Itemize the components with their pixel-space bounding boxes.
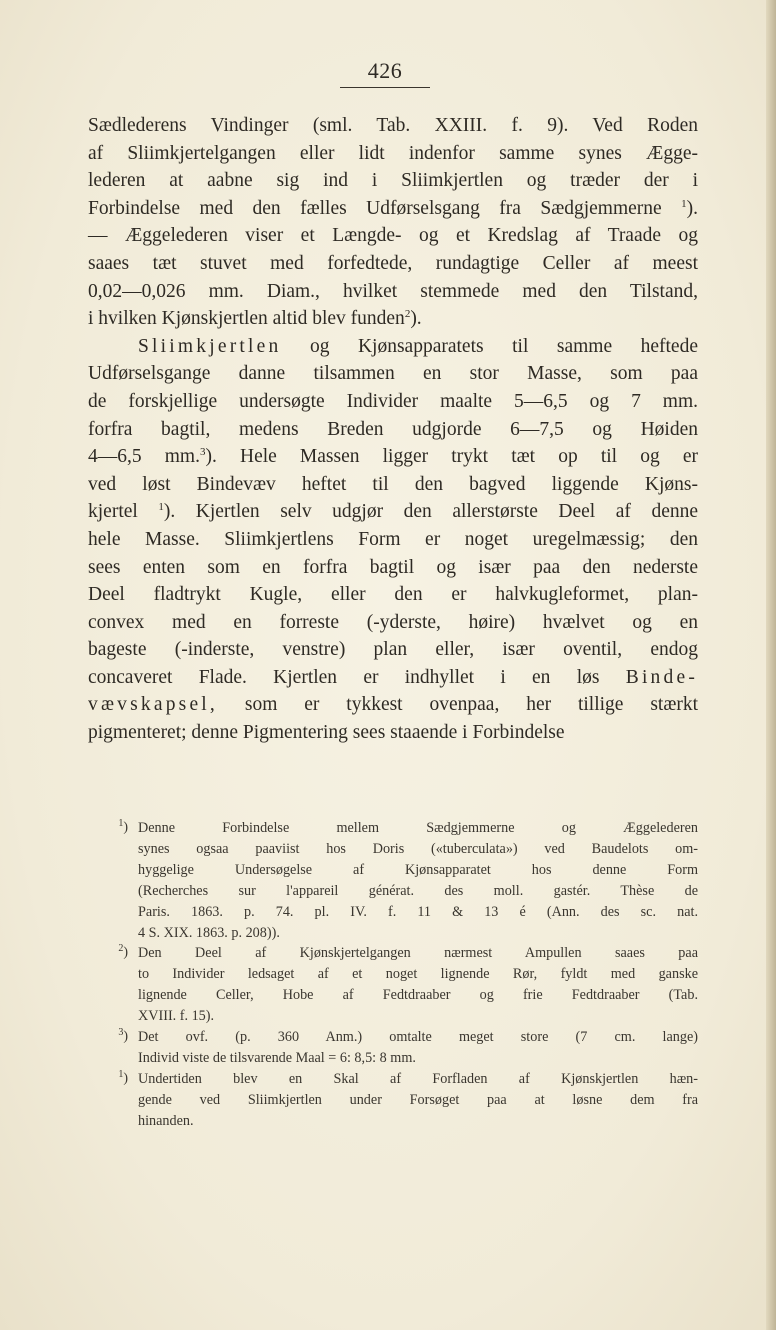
page-number: 426: [340, 58, 430, 88]
footnote-reference: 1: [681, 197, 687, 210]
body-line: sees enten som en forfra bagtil og især paa den nederste: [88, 556, 698, 578]
footnote-line: Det ovf. (p. 360 Anm.) omtalte meget store (7 cm. lange): [138, 1029, 698, 1046]
footnotes: [88, 818, 698, 1132]
footnote-line: lignende Celler, Hobe af Fedtdraaber og frie Fedtdraaber (Tab.: [138, 987, 698, 1004]
body-line-text: som er tykkest ovenpaa, her tillige stærkt: [244, 694, 699, 716]
body-text: [88, 112, 698, 747]
page-spine-edge: [766, 0, 776, 1330]
body-line: convex med en forreste (-yderste, høire) hvælvet og en: [88, 611, 698, 633]
body-line-text: 4—6,5 mm.: [88, 446, 200, 468]
body-line-text: og Kjønsapparatets til samme heftede: [309, 335, 698, 357]
footnote-line: Individ viste de tilsvarende Maal = 6: 8,5: 8 mm.: [138, 1049, 416, 1066]
footnote: [88, 943, 698, 1027]
footnote-mark-number: 1: [118, 1068, 124, 1080]
footnote: [88, 1069, 698, 1132]
footnote-line: hyggelige Undersøgelse af Kjønsapparatet hos denne Form: [138, 861, 698, 878]
footnote: [88, 1027, 698, 1069]
footnote-mark-number: 3: [118, 1027, 124, 1039]
body-line: [88, 691, 698, 719]
body-line: [88, 195, 698, 223]
body-line-text: i hvilken Kjønskjertlen altid blev funden: [88, 308, 405, 330]
footnote-line: Undertiden blev en Skal af Forfladen af Kjønskjertlen hæn-: [138, 1070, 698, 1087]
body-line: — Æggelederen viser et Længde- og et Kredslag af Traade og: [88, 225, 698, 247]
body-line: [88, 664, 698, 692]
body-line: saaes tæt stuvet med forfedtede, rundagtige Celler af meest: [88, 252, 698, 274]
footnote-line: to Individer ledsaget af et noget lignende Rør, fyldt med ganske: [138, 966, 698, 983]
footnote-reference: 1: [158, 501, 164, 514]
body-line-text: Kjertlen selv udgjør den allerstørste Deel af denne: [195, 501, 699, 523]
body-line: [88, 443, 698, 471]
body-line-text: kjertel: [88, 501, 138, 523]
footnote-mark: $^1$): [118, 1068, 128, 1086]
footnote-line: Denne Forbindelse mellem Sædgjemmerne og Æggelederen: [138, 820, 698, 836]
footnote: [88, 818, 698, 943]
body-line: Deel fladtrykt Kugle, eller den er halvkugleformet, plan-: [88, 584, 698, 606]
body-line: lederen at aabne sig ind i Sliimkjertlen og træder der i: [88, 170, 698, 192]
body-line-text: Forbindelse med den fælles Udførselsgang fra Sædgjemmerne: [88, 197, 662, 219]
footnote-line: 4 S. XIX. 1863. p. 208)).: [138, 924, 280, 941]
body-line: [88, 305, 698, 333]
body-line: hele Masse. Sliimkjertlens Form er noget uregelmæssig; den: [88, 528, 698, 550]
body-line-suffix: ).: [163, 501, 176, 523]
body-line: bageste (-inderste, venstre) plan eller, især oventil, endog: [88, 639, 698, 661]
emphasized-term: vævskapsel,: [88, 694, 218, 716]
footnote-line: synes ogsaa paaviist hos Doris («tuberculata») ved Baudelots om-: [138, 840, 698, 857]
body-line-text: Hele Massen ligger trykt tæt op til og er: [239, 446, 698, 468]
body-line: Udførselsgange danne tilsammen en stor Masse, som paa: [88, 363, 698, 385]
footnote-mark: $^1$): [118, 818, 128, 835]
footnote-mark-number: 2: [118, 943, 124, 955]
footnote-mark: $^2$): [118, 943, 128, 961]
body-line: [88, 333, 698, 361]
body-line-suffix: ).: [686, 197, 698, 219]
footnote-line: hinanden.: [138, 1112, 194, 1129]
emphasized-term: Binde-: [625, 666, 699, 688]
body-line: forfra bagtil, medens Breden udgjorde 6—7,5 og Høiden: [88, 418, 698, 440]
footnote-reference: 2: [404, 308, 411, 321]
body-line: pigmenteret; denne Pigmentering sees staaende i Forbindelse: [88, 722, 565, 744]
footnote-line: (Recherches sur l'appareil générat. des moll. gastér. Thèse de: [138, 882, 698, 899]
body-line: 0,02—0,026 mm. Diam., hvilket stemmede med den Tilstand,: [88, 280, 698, 302]
footnote-reference: 3: [199, 446, 206, 459]
footnote-line: Paris. 1863. p. 74. pl. IV. f. 11 & 13 é (Ann. des sc. nat.: [138, 903, 698, 920]
body-line-text: concaveret Flade. Kjertlen er indhyllet i en løs: [88, 666, 600, 688]
footnote-mark: $^3$): [118, 1027, 128, 1045]
body-line-suffix: ).: [410, 308, 422, 330]
footnote-line: gende ved Sliimkjertlen under Forsøget paa at løsne dem fra: [138, 1091, 698, 1108]
body-line-suffix: ).: [205, 446, 217, 468]
footnote-mark-number: 1: [118, 818, 124, 829]
footnote-line: Den Deel af Kjønskjertelgangen nærmest Ampullen saaes paa: [138, 945, 698, 962]
footnote-line: XVIII. f. 15).: [138, 1008, 215, 1025]
emphasized-term: Sliimkjertlen: [138, 335, 282, 357]
body-line: Sædlederens Vindinger (sml. Tab. XXIII. f. 9). Ved Roden: [88, 115, 698, 136]
body-line: de forskjellige undersøgte Individer maalte 5—6,5 og 7 mm.: [88, 390, 698, 412]
body-line: ved løst Bindevæv heftet til den bagved liggende Kjøns-: [88, 473, 698, 495]
body-line: af Sliimkjertelgangen eller lidt indenfor samme synes Ægge-: [88, 142, 698, 164]
body-line: [88, 498, 698, 526]
